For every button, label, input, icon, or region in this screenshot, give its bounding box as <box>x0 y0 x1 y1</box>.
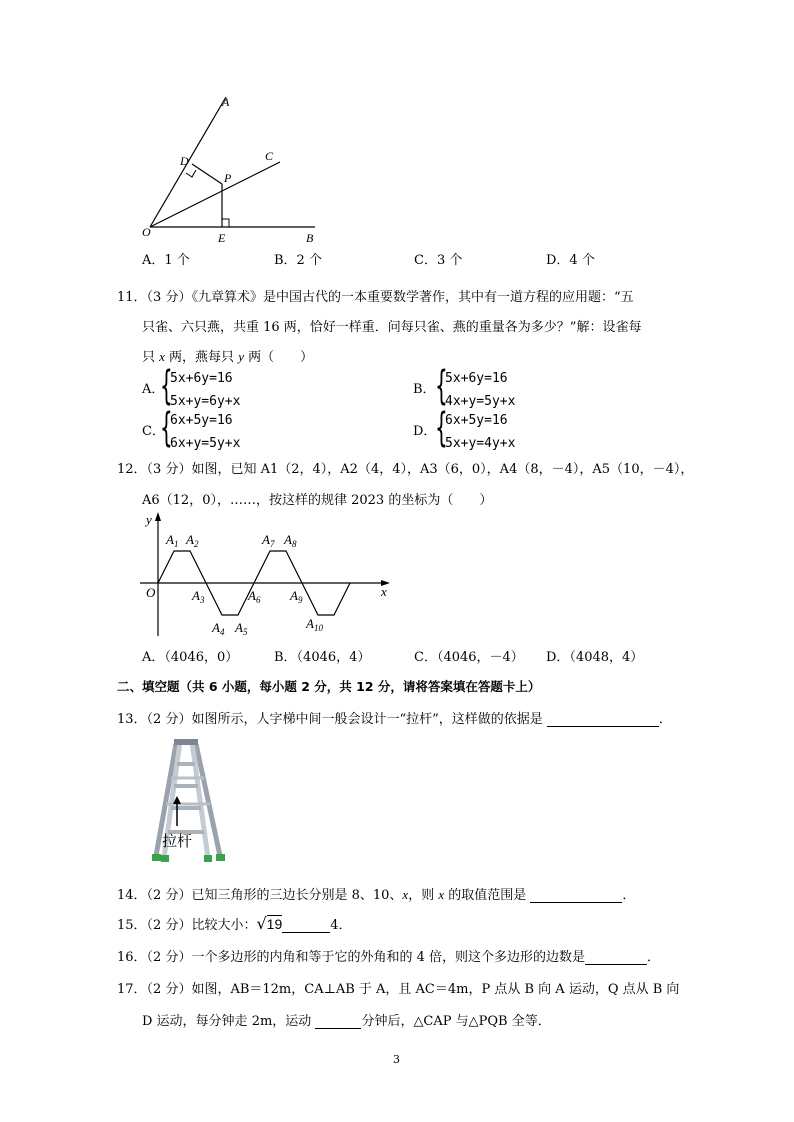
point-C-label: C <box>265 149 274 163</box>
point-A-label: A <box>222 95 230 109</box>
q11-option-a-system: 5x+6y=16 5x+y=6y+x <box>170 371 241 409</box>
point-A3-label: $A_3$ <box>192 588 205 605</box>
y-axis-label: y <box>146 512 152 527</box>
x-axis-label: x <box>381 584 387 599</box>
q14-text: 14．（2 分）已知三角形的三边长分别是 8、10、x，则 x 的取值范围是 ． <box>117 887 636 903</box>
ladder-label: 拉杆 <box>162 832 193 850</box>
q12-line-1: 12．（3 分）如图，已知 A1（2，4），A2（4，4），A3（6，0），A4（8，－4），A5（10，－4）， <box>117 462 694 477</box>
point-O-label: O <box>142 225 151 239</box>
zigzag-coordinate-graph <box>140 508 400 638</box>
brace-icon: { <box>435 363 448 409</box>
angle-bisector-figure <box>130 92 330 244</box>
q10-option-c: C．3 个 <box>414 253 463 268</box>
brace-icon: { <box>160 405 173 451</box>
q12-option-a: A．（4046，0） <box>142 650 239 665</box>
point-A10-label: $A_{10}$ <box>306 616 323 633</box>
q11-option-b-label: B． <box>413 382 436 397</box>
brace-icon: { <box>435 405 448 451</box>
answer-blank[interactable] <box>282 918 330 933</box>
q12-option-c: C．（4046，－4） <box>414 650 524 665</box>
origin-label: O <box>146 585 156 600</box>
q11-option-c-system: 6x+5y=16 6x+y=5y+x <box>170 413 241 451</box>
answer-blank[interactable] <box>315 1014 361 1029</box>
answer-blank[interactable] <box>547 712 659 727</box>
point-A7-label: $A_7$ <box>262 532 275 549</box>
point-A2-label: $A_2$ <box>186 532 199 549</box>
section-heading: 二、填空题（共 6 小题，每小题 2 分，共 12 分，请将答案填在答题卡上） <box>117 679 541 694</box>
point-E-label: E <box>218 231 226 244</box>
page-number: 3 <box>393 1053 400 1066</box>
q12-option-b: B．（4046，4） <box>274 650 371 665</box>
answer-blank[interactable] <box>585 950 647 965</box>
sqrt-radicand: 19 <box>266 916 283 932</box>
q11-option-c-label: C． <box>142 424 165 439</box>
point-B-label: B <box>306 231 314 244</box>
point-A9-label: $A_9$ <box>290 588 303 605</box>
q12-line-2: A6（12，0），……，按这样的规律 2023 的坐标为（ ） <box>142 493 493 508</box>
q10-option-b: B．2 个 <box>274 253 322 268</box>
q15-text: 15．（2 分）比较大小：√19 4． <box>117 914 352 933</box>
q11-line-1: 11．（3 分）《九章算术》是中国古代的一本重要数学著作，其中有一道方程的应用题：“五 <box>117 290 634 305</box>
point-A5-label: $A_5$ <box>235 620 248 637</box>
q11-option-d-system: 6x+5y=16 5x+y=4y+x <box>445 413 516 451</box>
point-D-label: D <box>180 154 189 168</box>
point-A1-label: $A_1$ <box>166 532 179 549</box>
point-P-label: P <box>224 171 232 185</box>
brace-icon: { <box>160 363 173 409</box>
q11-option-a-label: A． <box>142 382 165 397</box>
q16-text: 16．（2 分）一个多边形的内角和等于它的外角和的 4 倍，则这个多边形的边数是 ． <box>117 950 660 965</box>
q11-line-3: 只 x 两，燕每只 y 两（ ） <box>142 349 314 365</box>
q11-option-b-system: 5x+6y=16 4x+y=5y+x <box>445 371 516 409</box>
answer-blank[interactable] <box>530 888 622 903</box>
q11-line-2: 只雀、六只燕，共重 16 两，恰好一样重．问每只雀、燕的重量各为多少？”解：设雀每 <box>142 320 642 335</box>
ladder-image <box>136 738 236 864</box>
q13-text: 13．（2 分）如图所示，人字梯中间一般会设计一“拉杆”，这样做的依据是 ． <box>117 712 672 727</box>
point-A8-label: $A_8$ <box>284 532 297 549</box>
q12-option-d: D．（4048，4） <box>546 650 644 665</box>
point-A4-label: $A_4$ <box>212 620 225 637</box>
sqrt-icon: √ <box>256 914 267 933</box>
q17-line-1: 17．（2 分）如图，AB＝12m，CA⊥AB 于 A，且 AC＝4m，P 点从 B 向 A 运动，Q 点从 B 向 <box>117 982 680 997</box>
point-A6-label: $A_6$ <box>248 588 261 605</box>
q10-option-d: D．4 个 <box>546 253 595 268</box>
q10-option-a: A．1 个 <box>142 253 190 268</box>
q17-line-2: D 运动，每分钟走 2m，运动 分钟后，△CAP 与△PQB 全等． <box>142 1014 551 1029</box>
q11-option-d-label: D． <box>413 424 437 439</box>
